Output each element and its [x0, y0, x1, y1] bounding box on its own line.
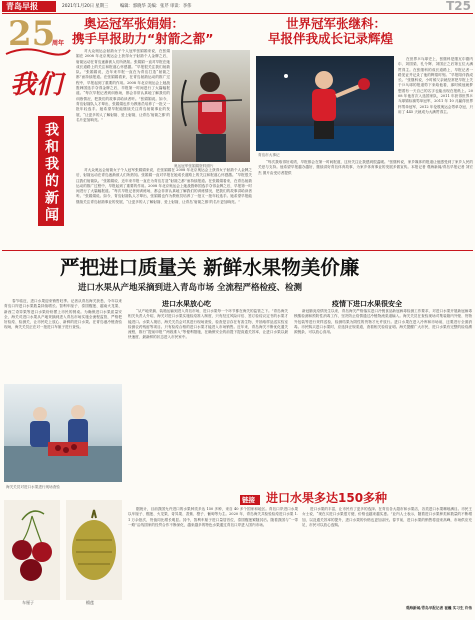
inspection-photo	[4, 384, 122, 482]
editor-line: 编辑：郭晓华 美编：张芹 审读：李伟	[120, 4, 192, 9]
main-col3-body: 新冠肺炎疫情发生以来，青岛海关严格落实进口冷链食品新冠病毒检测工作要求，对进口水果开展新冠病毒核酸检测和预防性消毒工作，坚决防止疫情通过冷链物流渠道输入。海关关员在查验现场对集装箱内外壁、货物外包装等进行采样送检，检测结果为阴性的货物才允许放行。进口水果在进入冷库和市场前，还要进行全面消毒。市民购买进口水果时，应选择正规渠道，查看相关检疫证明。海关提醒广大市民，进口水果有完整的检疫溯源链条，可以放心食用。	[294, 309, 472, 335]
column-title: 我和我的新闻	[43, 122, 59, 224]
section-divider	[2, 250, 473, 251]
main-headline: 严把进口质量关 新鲜水果物美价廉	[60, 256, 360, 279]
bottom-byline: 观海新闻/青岛早报记者 崔巍 实习生 许伟	[405, 606, 472, 610]
archer-figure-icon	[172, 50, 250, 162]
fruit-photo-left	[4, 500, 122, 606]
caption-cherry: 车厘子	[22, 600, 34, 605]
main-subheadline: 进口水果从产地采摘到进入青岛市场 全流程严格检疫、检测	[78, 283, 302, 293]
article2-photo-caption: 青岛市大事记	[258, 153, 280, 157]
header-rule	[2, 13, 473, 14]
inspectors-icon	[4, 384, 122, 482]
anniversary-logo	[2, 16, 74, 234]
bottom-headline: 进口水果多达150多种	[266, 491, 388, 505]
main-col2-heading: 进口水果放心吃	[162, 300, 211, 308]
main-col2-body: “从产地采摘、装箱运输到进入青岛市场，进口水果每一个环节都在海关的监管之下。”青岛海关相关负责人介绍，海关对进口水果实施检疫准入制度，只有经过风险评估、签订检疫议定书的水果才能进口。水果入境后，海关关员会对其进行现场查验，检查是否存在有害生物，并抽取样品送实验室检测农药残留等项目。只有检疫合格的进口水果才能进入市场销售。近年来，青岛海关不断优化通关流程，推行“提前申报”“两段准入”等便利措施，在确保安全的前提下提高通关效率，让进口水果以最快速度、最新鲜的状态进入市民家中。	[128, 309, 288, 340]
main-col3-heading: 疫情下进口水果很安全	[332, 300, 402, 308]
page-number: T25	[446, 0, 471, 13]
paper-logo	[2, 1, 56, 12]
bottom-col2-body: 进口水果的丰富，让市民有了更多的选择。在青岛各大超市和水果店，各类进口水果琳琅满目。市民王女士说，“现在买进口水果很方便，价格也越来越实惠。”业内人士表示，随着进口水果种类和数量的不断增加，以及通关效率的提升，进口水果的价格也更加亲民。春节前，进口水果的销售将迎来高峰，市场供应充足，市民可以放心选购。	[302, 507, 472, 527]
article1-title-line2: 携手早报助力“射箭之都”	[72, 31, 214, 46]
cherry-icon	[4, 500, 122, 600]
bottom-col1-body: 据统计，目前我国允许进口的水果种类多达 150 多种，来自 40 多个国家和地区。青岛口岸进口水果以车厘子、榴莲、火龙果、奇异果、香蕉、橙子、葡萄等为主。2020 年，青岛海关共检验检疫进口水果 1.1 万余批次，货值同比增长明显。其中，智利车厘子进口量居首位，泰国榴莲紧随其后。随着我国与“一带一路”沿线国家的经贸合作不断深化，越来越多的特色水果通过青岛口岸进入国内市场。	[128, 507, 298, 527]
article1-body-wide: 对大众奥运会射箭女子个人冠军张娟娟来说，在张娟娟在 2008 年北京奥运会上获得女子射箭个人金牌之后，射箭运动在青岛逐渐被人们所熟知。张娟娟一直对早报在她成长道路上的关注和报道心怀感激。“早报很关注我们射箭队。”张娟娟说，近年来早报一直在为青岛打造“射箭之都”而持续报道。在张娟娟看来，在青岛射箭运动的推广过程中，早报起到了重要的作用。2008 年北京奥运会上她战胜韩国选手夺得金牌之后，早报第一时间进行了大篇幅报道。“每次早报记者到训练场，都会非常认真地了解我们的训练情况，把我们的故事讲给读者听。”张娟娟说。如今，青岛射箭队人才辈出，张娟娟也作为教练员培养了一批又一批年轻选手。她希望早报能继续关注青岛射箭事业的发展，“让更多的人了解射箭、爱上射箭，让青岛‘射箭之都’的名片更加响亮。”	[76, 168, 252, 204]
main-col1-body: 春节临近，进口水果迎来销售旺季。记者从青岛海关获悉，今年以来青岛口岸进口水果数量持续增长。智利车厘子、泰国榴莲、越南火龙果、新西兰奇异果等进口水果纷纷摆上市民的餐桌。为确保进口水果质量安全，海关对进口水果从产地采摘到进入青岛市场实施全流程监管，严格把好检疫、检测关，让市民吃上放心、新鲜的进口水果。在青岛港冷链查验现场，海关关员正在对一批进口车厘子进行查验。	[4, 299, 122, 330]
archer-photo	[172, 50, 250, 162]
caption-durian: 榴莲	[86, 600, 94, 605]
date-line: 2021年1月20日 星期三	[62, 4, 109, 9]
pingpong-player-icon	[256, 56, 394, 151]
bottom-badge-text: 链接	[242, 496, 255, 504]
anniversary-emblem	[4, 16, 72, 58]
article2-title-line2: 早报伴我成长记录辉煌	[268, 31, 394, 46]
article2-title-line1: 世界冠军张继科：	[286, 16, 387, 31]
page-header	[0, 0, 475, 13]
article-zhang-juanjuan	[74, 16, 252, 248]
brush-text: 我们	[10, 70, 63, 100]
main-col1-photo-caption: 海关关员对进口水果进行现场查验	[6, 485, 60, 489]
bottom-badge	[240, 495, 260, 505]
article-zhang-jike	[256, 16, 473, 248]
pingpong-photo	[256, 56, 394, 151]
article1-title-line1: 奥运冠军张娟娟：	[84, 16, 185, 31]
article1-photo-caption: 奥运冠军张娟娟资料照片	[174, 164, 214, 168]
paper-name: 青岛早报	[6, 2, 38, 11]
article1-body-narrow: 对大众奥运会射箭女子个人冠军张娟娟来说，在张娟娟在 2008 年北京奥运会上获得女子射箭个人金牌之后，射箭运动在青岛逐渐被人们所熟知。张娟娟一直对早报在她成长道路上的关注和报道心怀感激。“早报很关注我们射箭队。”张娟娟说，近年来早报一直在为青岛打造“射箭之都”而持续报道。在张娟娟看来，在青岛射箭运动的推广过程中，早报起到了重要的作用。2008 年北京奥运会上她战胜韩国选手夺得金牌之后，早报第一时间进行了大篇幅报道。“每次早报记者到训练场，都会非常认真地了解我们的训练情况，把我们的故事讲给读者听。”张娟娟说。如今，青岛射箭队人才辈出，张娟娟也作为教练员培养了一批又一批年轻选手。她希望早报能继续关注青岛射箭事业的发展，“让更多的人了解射箭、爱上射箭，让青岛‘射箭之都’的名片更加响亮。”	[76, 49, 170, 122]
anniversary-unit: 周年	[52, 40, 65, 47]
ribbon-icon	[4, 46, 72, 58]
column-title-block	[38, 116, 64, 226]
article2-body-top: 在世界乒乓球史上，张继科是继瓦尔德内尔、刘国梁、孔令辉、刘国正之后第五位大满贯得主。在张继科的成长道路上，早报记者一路见证并记录了他的辉煌时刻。“早报陪伴我成长。”张继科说，小时候父亲就经常把早报上关于乒乓球的报道剪下来给他看，那时候他就梦想着有一天自己的名字也能出现在报纸上。2008 年他首次入选国家队，2011 年获得世界乒乓球锦标赛男单冠军，2011 年 10 月赢得世界杯男单冠军，2012 年伦敦奥运会男单夺冠，只用了 445 天就成为大满贯得主。	[398, 57, 473, 114]
article2-body-bottom: “每次我取得好成绩，早报都会在第一时间报道，这份关注让我感到很温暖。”张继科说，家乡媒体的报道让他感受到了家乡人民的关爱与支持。他希望早报越办越好，继续讲好青岛体育故事，为家乡体育事业的发展多做宣传。本报记者 观海新闻/青岛早报记者 刘宏杰 图片由受访者提供	[258, 160, 473, 175]
brush-calligraphy	[8, 58, 68, 114]
anniversary-number: 25	[8, 14, 56, 54]
